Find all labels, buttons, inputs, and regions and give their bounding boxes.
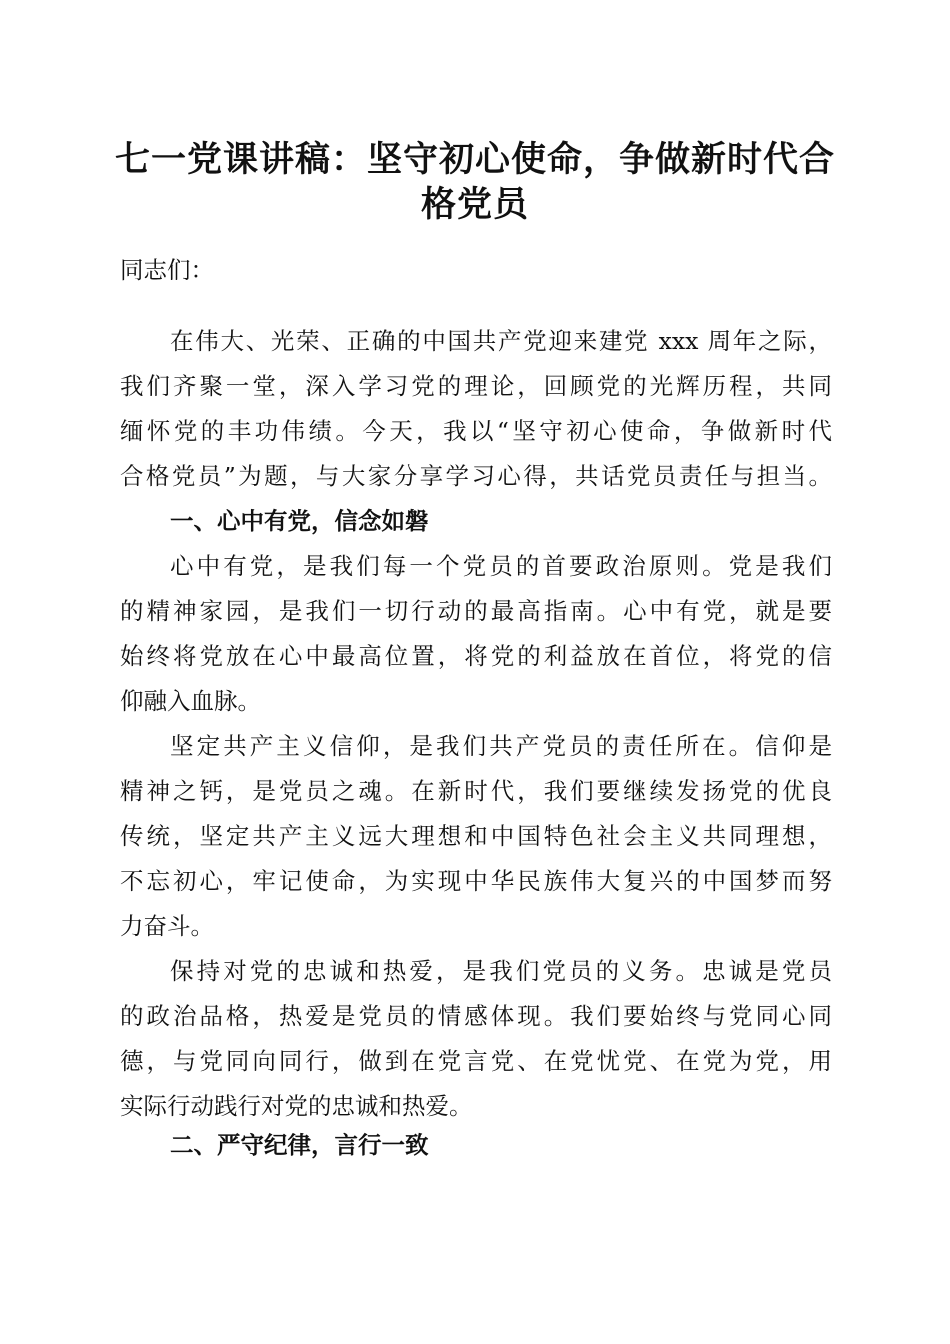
intro-line: 我们齐聚一堂，深入学习党的理论，回顾党的光辉历程，共同 <box>120 372 832 400</box>
section-1-paragraph-2-line: 坚定共产主义信仰，是我们共产党员的责任所在。信仰是 <box>170 732 832 760</box>
document-title-line-2: 格党员 <box>420 184 529 225</box>
intro-line: 缅怀党的丰功伟绩。今天，我以“坚守初心使命，争做新时代 <box>120 417 832 445</box>
section-1-paragraph-1-line: 的精神家园，是我们一切行动的最高指南。心中有党，就是要 <box>120 597 832 625</box>
section-1-paragraph-2-line: 精神之钙，是党员之魂。在新时代，我们要继续发扬党的优良 <box>120 777 832 805</box>
section-1-paragraph-3-line: 德，与党同向同行，做到在党言党、在党忧党、在党为党，用 <box>120 1047 832 1075</box>
document-title-line-1: 七一党课讲稿：坚守初心使命，争做新时代合 <box>114 139 835 180</box>
section-1-paragraph-1-line: 心中有党，是我们每一个党员的首要政治原则。党是我们 <box>170 552 832 580</box>
intro-line: 在伟大、光荣、正确的中国共产党迎来建党 xxx 周年之际， <box>170 327 832 355</box>
section-1-paragraph-1-line: 始终将党放在心中最高位置，将党的利益放在首位，将党的信 <box>120 642 832 670</box>
section-1-heading: 一、心中有党，信念如磐 <box>170 507 429 535</box>
section-1-paragraph-3-line: 的政治品格，热爱是党员的情感体现。我们要始终与党同心同 <box>120 1002 832 1030</box>
intro-line: 合格党员”为题，与大家分享学习心得，共话党员责任与担当。 <box>120 462 832 490</box>
section-1-paragraph-2-line: 传统，坚定共产主义远大理想和中国特色社会主义共同理想， <box>120 822 832 850</box>
section-1-paragraph-2-line: 力奋斗。 <box>120 912 214 940</box>
section-2-heading: 二、严守纪律，言行一致 <box>170 1131 429 1159</box>
section-1-paragraph-1-line: 仰融入血脉。 <box>120 687 261 715</box>
salutation: 同志们： <box>120 256 214 284</box>
section-1-paragraph-3-line: 保持对党的忠诚和热爱，是我们党员的义务。忠诚是党员 <box>170 957 832 985</box>
section-1-paragraph-2-line: 不忘初心，牢记使命，为实现中华民族伟大复兴的中国梦而努 <box>120 867 832 895</box>
section-1-paragraph-3-line: 实际行动践行对党的忠诚和热爱。 <box>120 1092 473 1120</box>
